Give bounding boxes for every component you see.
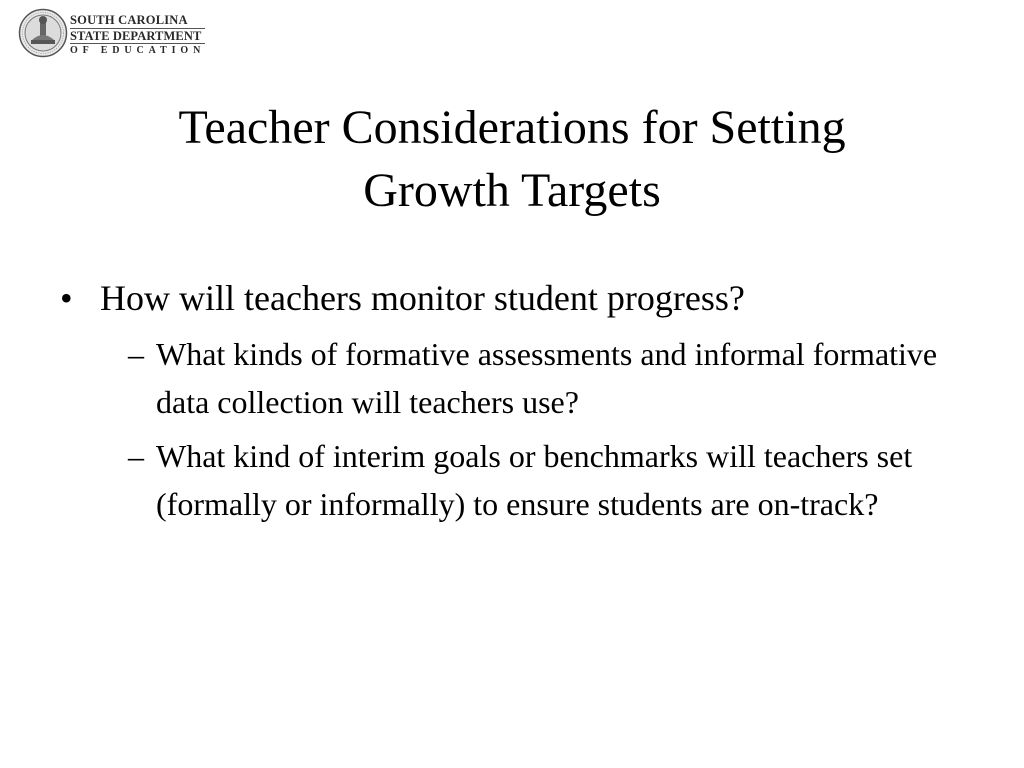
state-seal-icon bbox=[18, 8, 68, 58]
slide-title bbox=[60, 96, 964, 222]
sub-bullet-text: What kinds of formative assessments and informal formative data collection will teachers use? bbox=[156, 336, 938, 420]
bullet-item bbox=[60, 276, 980, 320]
slide-body bbox=[60, 276, 980, 534]
bullet-marker: • bbox=[60, 278, 73, 318]
bullet-text: How will teachers monitor student progress? bbox=[100, 278, 745, 318]
sc-department-of-education-logo bbox=[18, 8, 208, 60]
logo-line-state-department: STATE DEPARTMENT bbox=[70, 29, 205, 45]
sub-bullet-text: What kind of interim goals or benchmarks will teachers set (formally or informally) to ensure students are on-track? bbox=[156, 438, 913, 522]
logo-line-south-carolina: SOUTH CAROLINA bbox=[70, 14, 205, 29]
dash-marker: – bbox=[128, 438, 144, 474]
sub-bullet-item bbox=[128, 432, 980, 528]
logo-line-of-education: OF EDUCATION bbox=[70, 45, 206, 56]
slide-title-line-2: Growth Targets bbox=[363, 164, 661, 217]
dash-marker: – bbox=[128, 336, 144, 372]
sub-bullet-list bbox=[60, 330, 980, 528]
sub-bullet-item bbox=[128, 330, 980, 426]
slide-title-line-1: Teacher Considerations for Setting bbox=[178, 101, 846, 154]
